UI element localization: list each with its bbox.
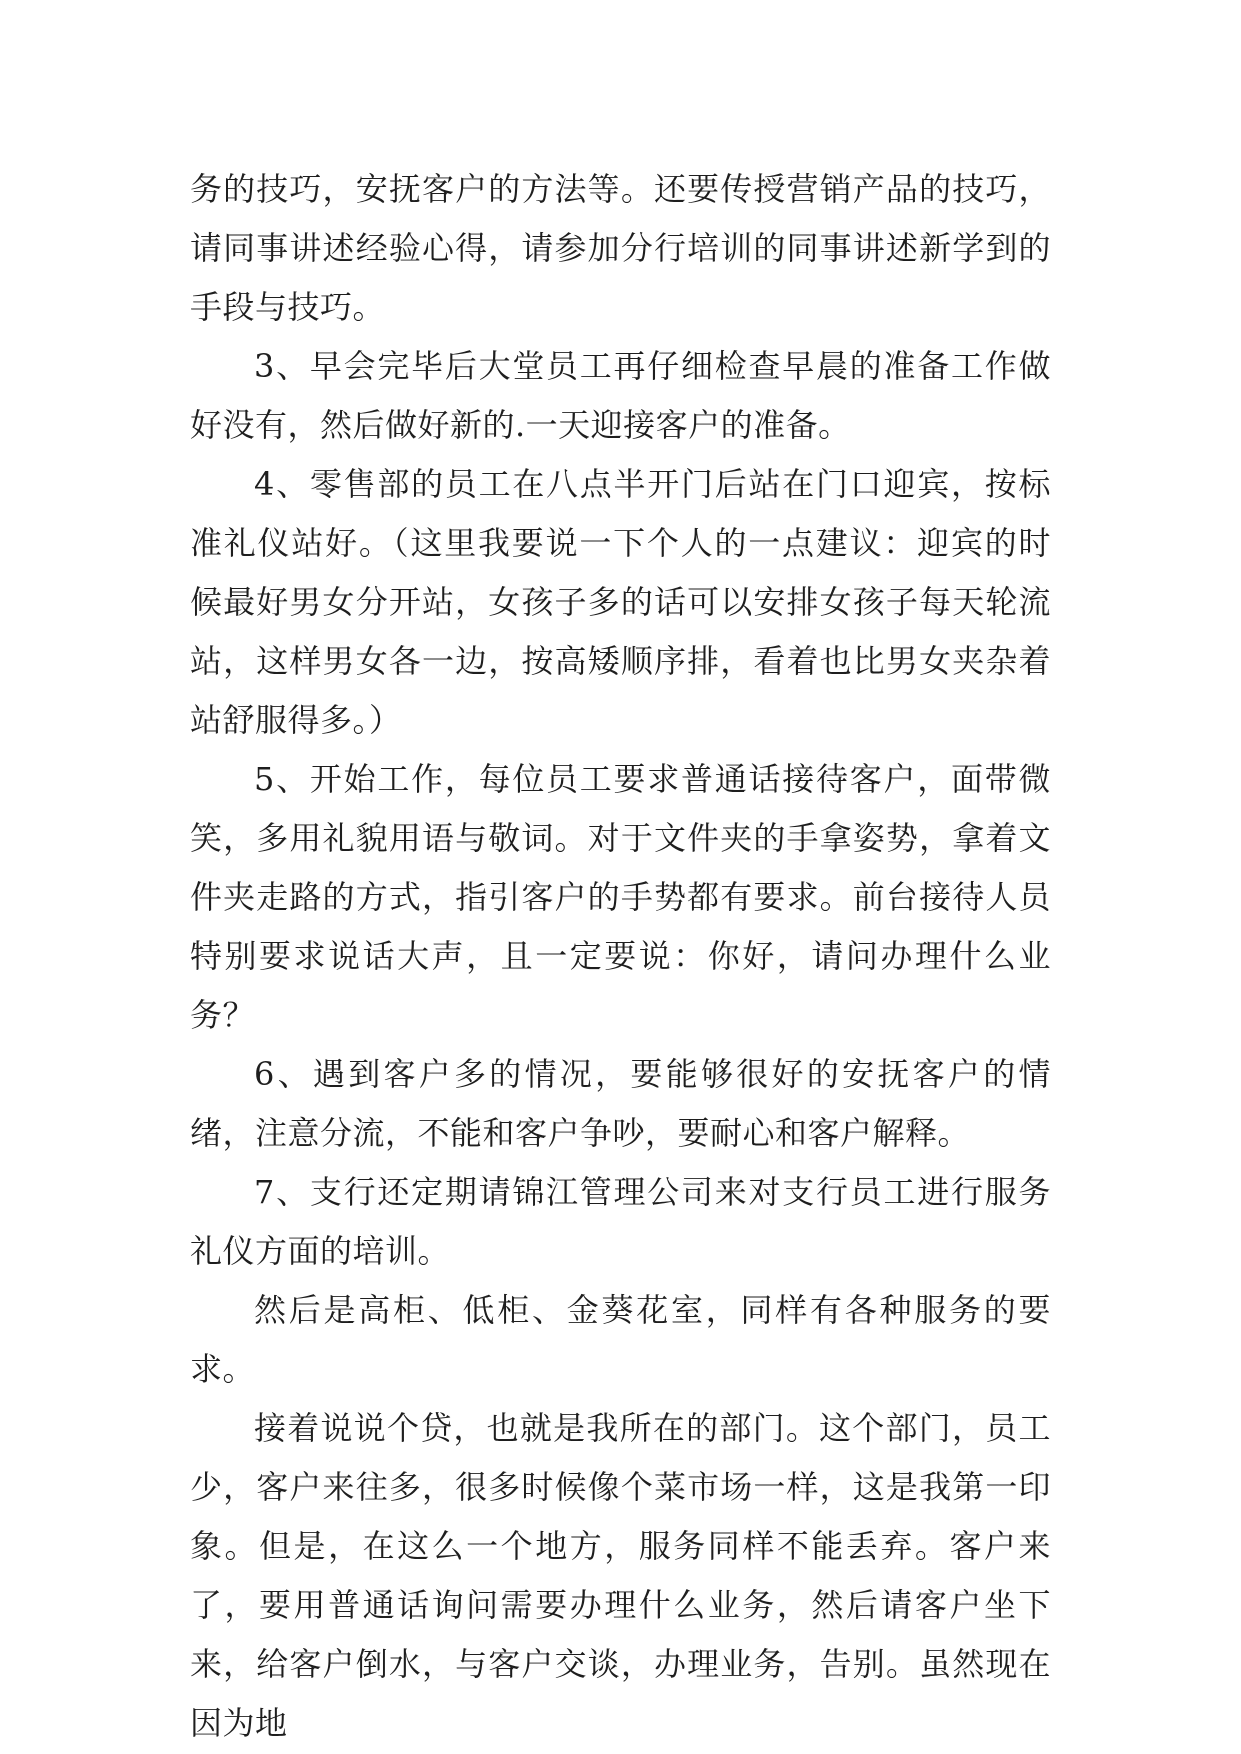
paragraph-personal-loans: 接着说说个贷，也就是我所在的部门。这个部门，员工少，客户来往多，很多时候像个菜市场一样，这是我第一印象。但是，在这么一个地方，服务同样不能丢弃。客户来了，要用普通话询问需要办理什么业务，然后请客户坐下来，给客户倒水，与客户交谈，办理业务，告别。虽然现在因为地 bbox=[190, 1409, 1051, 1742]
document-body bbox=[190, 160, 1051, 1753]
paragraph-item-4: 4、零售部的员工在八点半开门后站在门口迎宾，按标准礼仪站好。（这里我要说一下个人的一点建议：迎宾的时候最好男女分开站，女孩子多的话可以安排女孩子每天轮流站，这样男女各一边，按高矮顺序排，看着也比男女夹杂着站舒服得多。） bbox=[190, 465, 1051, 739]
paragraph-item-7: 7、支行还定期请锦江管理公司来对支行员工进行服务礼仪方面的培训。 bbox=[190, 1173, 1051, 1270]
paragraph-item-3: 3、早会完毕后大堂员工再仔细检查早晨的准备工作做好没有，然后做好新的.一天迎接客户的准备。 bbox=[190, 347, 1051, 444]
paragraph-item-6: 6、遇到客户多的情况，要能够很好的安抚客户的情绪，注意分流，不能和客户争吵，要耐心和客户解释。 bbox=[190, 1055, 1051, 1152]
paragraph-item-5: 5、开始工作，每位员工要求普通话接待客户，面带微笑，多用礼貌用语与敬词。对于文件夹的手拿姿势，拿着文件夹走路的方式，指引客户的手势都有要求。前台接待人员特别要求说话大声，且一定要说：你好，请问办理什么业务？ bbox=[190, 760, 1051, 1034]
paragraph-counters: 然后是高柜、低柜、金葵花室，同样有各种服务的要求。 bbox=[190, 1291, 1051, 1388]
paragraph-continuation: 务的技巧，安抚客户的方法等。还要传授营销产品的技巧，请同事讲述经验心得，请参加分行培训的同事讲述新学到的手段与技巧。 bbox=[190, 170, 1051, 326]
